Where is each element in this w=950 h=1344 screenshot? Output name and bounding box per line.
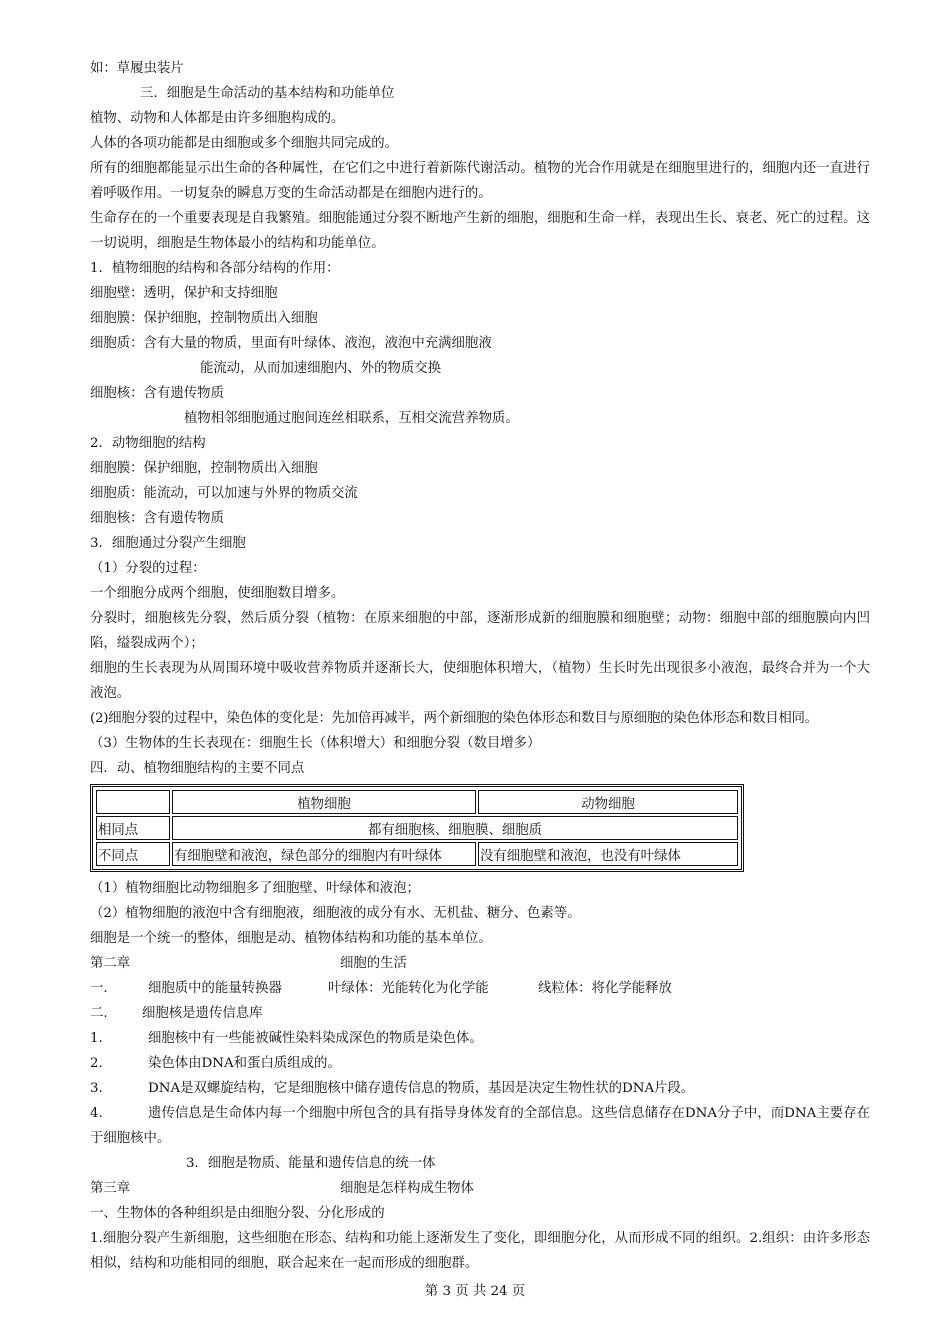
list-text: 细胞质中的能量转换器 — [148, 981, 282, 996]
text-line: 细胞质：含有大量的物质，里面有叶绿体、液泡，液泡中充满细胞液 — [90, 336, 492, 351]
text-line: (2)细胞分裂的过程中，染色体的变化是：先加倍再减半，两个新细胞的染色体形态和数目与原细胞的染色体形态和数目相同。 — [90, 711, 818, 726]
text-line: （1）植物细胞比动物细胞多了细胞壁、叶绿体和液泡； — [90, 881, 420, 896]
chapter-title: 细胞是怎样构成生物体 — [340, 1181, 474, 1196]
list-text: 细胞核中有一些能被碱性染料染成深色的物质是染色体。 — [148, 1031, 483, 1046]
list-item — [90, 1051, 870, 1076]
text-line: 细胞膜：保护细胞，控制物质出入细胞 — [90, 461, 318, 476]
list-text: DNA是双螺旋结构，它是细胞核中储存遗传信息的物质，基因是决定生物性状的DNA片段。 — [148, 1081, 695, 1096]
text-line: （1）分裂的过程： — [90, 561, 206, 576]
list-number: 3. — [90, 1081, 103, 1096]
comparison-table — [90, 784, 744, 872]
text-line: 细胞是一个统一的整体，细胞是动、植物体结构和功能的基本单位。 — [90, 931, 492, 946]
paragraph: 细胞的生长表现为从周围环境中吸收营养物质并逐渐长大，使细胞体积增大，（植物）生长时先出现很多小液泡，最终合并为一个大液泡。 — [90, 661, 870, 701]
chapter-number: 第三章 — [90, 1181, 131, 1196]
list-number: 一. — [90, 981, 108, 996]
list-number: 4. — [90, 1106, 103, 1121]
list-item — [90, 976, 870, 1001]
paragraph: 1.细胞分裂产生新细胞，这些细胞在形态、结构和功能上逐渐发生了变化，即细胞分化，从而形成不同的组织。2.组织：由许多形态相似，结构和功能相同的细胞，联合起来在一起而形成的细胞群。 — [90, 1231, 870, 1271]
text-line: 一个细胞分成两个细胞，使细胞数目增多。 — [90, 586, 345, 601]
text-line: 细胞质：能流动，可以加速与外界的物质交流 — [90, 486, 358, 501]
table-row-label: 不同点 — [96, 842, 170, 866]
list-text: 叶绿体：光能转化为化学能 — [328, 981, 489, 996]
table-cell: 有细胞壁和液泡，绿色部分的细胞内有叶绿体 — [172, 842, 476, 866]
section-heading: 三．细胞是生命活动的基本结构和功能单位 — [140, 86, 395, 101]
chapter-title: 细胞的生活 — [340, 956, 407, 971]
list-text: 染色体由DNA和蛋白质组成的。 — [148, 1056, 341, 1071]
list-item — [90, 1101, 870, 1151]
text-line: 如：草履虫装片 — [90, 61, 184, 76]
paragraph: 所有的细胞都能显示出生命的各种属性，在它们之中进行着新陈代谢活动。植物的光合作用就是在细胞里进行的，细胞内还一直进行着呼吸作用。一切复杂的瞬息万变的生命活动都是在细胞内进行的。 — [90, 161, 870, 201]
table-cell: 没有细胞壁和液泡，也没有叶绿体 — [478, 842, 738, 866]
table-header-cell: 植物细胞 — [172, 790, 476, 814]
section-heading: 一、生物体的各种组织是由细胞分裂、分化形成的 — [90, 1206, 385, 1221]
subsection-heading: 2．动物细胞的结构 — [90, 436, 206, 451]
text-line: 3．细胞是物质、能量和遗传信息的统一体 — [186, 1156, 436, 1171]
text-line: 能流动，从而加速细胞内、外的物质交换 — [200, 361, 442, 376]
table-row — [96, 842, 738, 866]
subsection-heading: 1．植物细胞的结构和各部分结构的作用： — [90, 261, 340, 276]
table-row-label: 相同点 — [96, 816, 170, 840]
text-line: （3）生物体的生长表现在：细胞生长（体积增大）和细胞分裂（数目增多） — [90, 736, 541, 751]
list-text: 细胞核是遗传信息库 — [142, 1006, 263, 1021]
list-item — [90, 1076, 870, 1101]
list-text: 遗传信息是生命体内每一个细胞中所包含的具有指导身体发育的全部信息。这些信息储存在DNA分子中，而DNA主要存在于细胞核中。 — [90, 1106, 870, 1146]
text-line: 植物相邻细胞通过胞间连丝相联系，互相交流营养物质。 — [184, 411, 519, 426]
table-header-cell: 动物细胞 — [478, 790, 738, 814]
text-line: 细胞壁：透明，保护和支持细胞 — [90, 286, 278, 301]
text-line: 细胞膜：保护细胞，控制物质出入细胞 — [90, 311, 318, 326]
table-cell: 都有细胞核、细胞膜、细胞质 — [172, 816, 738, 840]
list-item — [90, 1026, 870, 1051]
page-number-footer: 第 3 页 共 24 页 — [424, 1284, 526, 1299]
section-heading: 四．动、植物细胞结构的主要不同点 — [90, 761, 305, 776]
list-text: 线粒体：将化学能释放 — [538, 981, 672, 996]
text-line: 细胞核：含有遗传物质 — [90, 511, 224, 526]
chapter-heading — [90, 1176, 870, 1201]
list-number: 二. — [90, 1006, 108, 1021]
text-line: 植物、动物和人体都是由许多细胞构成的。 — [90, 111, 345, 126]
table-header-cell — [96, 790, 170, 814]
table-header-row — [96, 790, 738, 814]
table-row — [96, 816, 738, 840]
list-item — [90, 1001, 870, 1026]
chapter-number: 第二章 — [90, 956, 131, 971]
subsection-heading: 3．细胞通过分裂产生细胞 — [90, 536, 246, 551]
text-line: 人体的各项功能都是由细胞或多个细胞共同完成的。 — [90, 136, 398, 151]
list-number: 1. — [90, 1031, 103, 1046]
document-page — [90, 56, 870, 1276]
list-number: 2. — [90, 1056, 103, 1071]
text-line: 细胞核：含有遗传物质 — [90, 386, 224, 401]
paragraph: 生命存在的一个重要表现是自我繁殖。细胞能通过分裂不断地产生新的细胞，细胞和生命一样，表现出生长、衰老、死亡的过程。这一切说明，细胞是生物体最小的结构和功能单位。 — [90, 211, 870, 251]
text-line: （2）植物细胞的液泡中含有细胞液，细胞液的成分有水、无机盐、糖分、色素等。 — [90, 906, 581, 921]
paragraph: 分裂时，细胞核先分裂，然后质分裂（植物：在原来细胞的中部，逐渐形成新的细胞膜和细胞壁；动物：细胞中部的细胞膜向内凹陷，缢裂成两个）； — [90, 611, 870, 651]
chapter-heading — [90, 951, 870, 976]
